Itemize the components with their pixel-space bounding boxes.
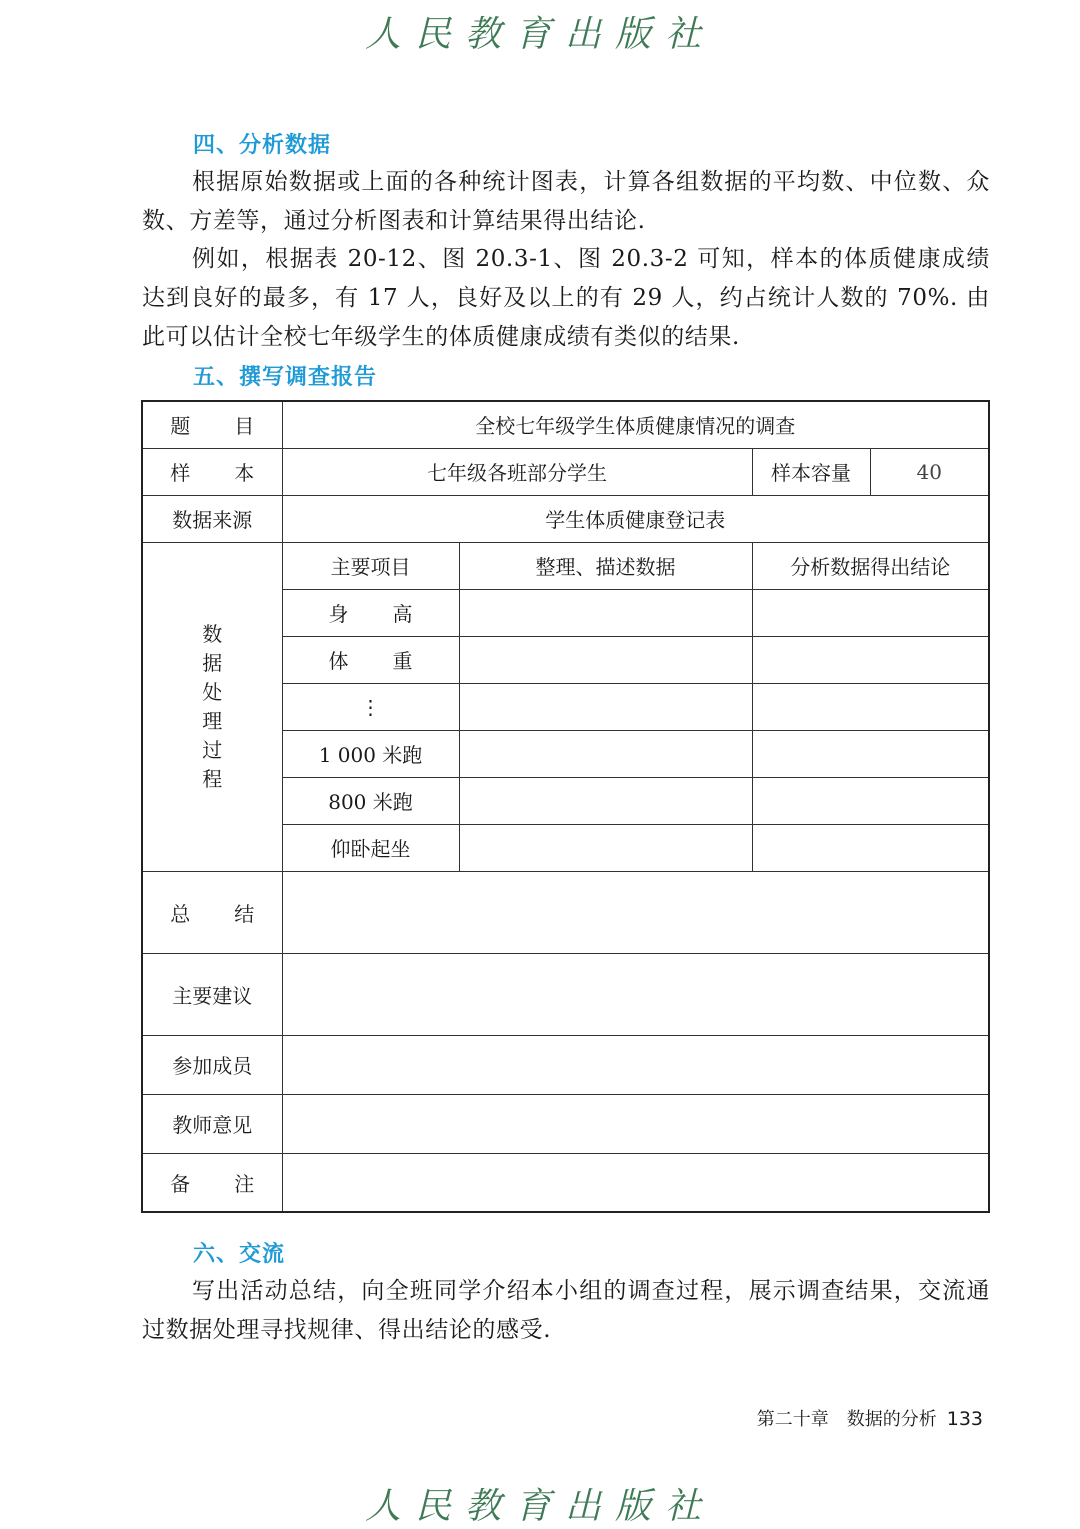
- process-item-situps: 仰卧起坐: [282, 824, 459, 871]
- process-label: 数据处理过程: [142, 542, 282, 871]
- process-header-describe: 整理、描述数据: [459, 542, 752, 589]
- teacher-opinion-label: 教师意见: [142, 1094, 282, 1153]
- summary-value: [282, 871, 989, 953]
- publisher-watermark-top: 人民教育出版社: [364, 14, 715, 55]
- page-footer: [757, 1405, 983, 1431]
- sample-size-label: 样本容量: [752, 448, 870, 495]
- summary-label: 总 结: [142, 871, 282, 953]
- process-cell-conclude: [752, 589, 989, 636]
- source-label: 数据来源: [142, 495, 282, 542]
- topic-label: 题 目: [142, 401, 282, 448]
- paragraph-exchange: 写出活动总结，向全班同学介绍本小组的调查过程，展示调查结果，交流通过数据处理寻找规律、得出结论的感受.: [142, 1278, 990, 1343]
- remark-label: 备 注: [142, 1153, 282, 1212]
- paragraph-analyze-method: 根据原始数据或上面的各种统计图表，计算各组数据的平均数、中位数、众数、方差等，通过分析图表和计算结果得出结论.: [142, 169, 990, 234]
- process-cell-conclude: [752, 824, 989, 871]
- process-item-800m-run: 800 米跑: [282, 777, 459, 824]
- process-item-height: 身 高: [282, 589, 459, 636]
- process-item-1000m-run: 1 000 米跑: [282, 730, 459, 777]
- process-cell-conclude: [752, 730, 989, 777]
- remark-value: [282, 1153, 989, 1212]
- process-item-weight: 体 重: [282, 636, 459, 683]
- suggestion-label: 主要建议: [142, 953, 282, 1035]
- process-cell-conclude: [752, 683, 989, 730]
- process-header-item: 主要项目: [282, 542, 459, 589]
- process-cell-describe: [459, 777, 752, 824]
- process-cell-describe: [459, 636, 752, 683]
- chapter-title: 第二十章 数据的分析: [756, 1409, 937, 1430]
- survey-report-table: [141, 400, 990, 1213]
- members-label: 参加成员: [142, 1035, 282, 1094]
- suggestion-value: [282, 953, 989, 1035]
- process-cell-conclude: [752, 777, 989, 824]
- section-heading-analyze: 四、分析数据: [193, 133, 332, 158]
- process-cell-describe: [459, 730, 752, 777]
- section-heading-exchange: 六、交流: [193, 1242, 286, 1267]
- paragraph-analyze-example: 例如，根据表 20-12、图 20.3-1、图 20.3-2 可知，样本的体质健康成绩达到良好的最多，有 17 人，良好及以上的有 29 人，约占统计人数的 70%. 由此可以估计全校七年级学生的体质健康成绩有类似的结果.: [142, 246, 990, 350]
- sample-size-value: 40: [870, 448, 989, 495]
- source-value: 学生体质健康登记表: [282, 495, 989, 542]
- process-cell-describe: [459, 824, 752, 871]
- process-header-conclude: 分析数据得出结论: [752, 542, 989, 589]
- members-value: [282, 1035, 989, 1094]
- sample-label: 样 本: [142, 448, 282, 495]
- process-cell-conclude: [752, 636, 989, 683]
- teacher-opinion-value: [282, 1094, 989, 1153]
- process-cell-describe: [459, 589, 752, 636]
- page-number: 133: [946, 1408, 983, 1430]
- publisher-watermark-bottom: 人民教育出版社: [364, 1486, 715, 1527]
- topic-value: 全校七年级学生体质健康情况的调查: [282, 401, 989, 448]
- process-cell-describe: [459, 683, 752, 730]
- process-item-ellipsis: ⋮: [282, 683, 459, 730]
- sample-value: 七年级各班部分学生: [282, 448, 752, 495]
- section-heading-report: 五、撰写调查报告: [193, 365, 378, 390]
